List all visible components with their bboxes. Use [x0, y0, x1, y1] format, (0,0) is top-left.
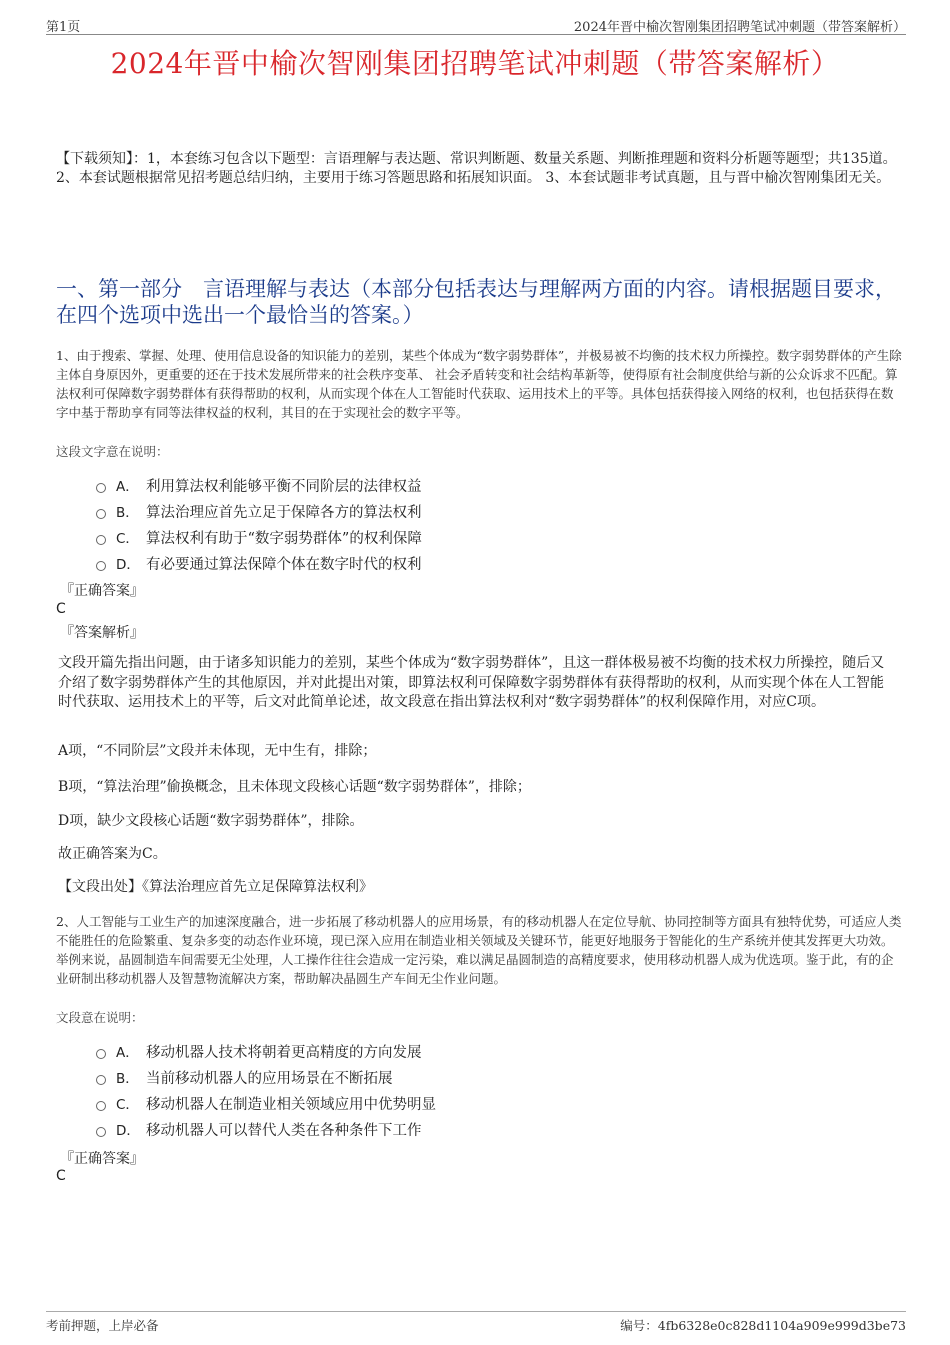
- option-a[interactable]: [96, 472, 896, 498]
- option-c[interactable]: [96, 524, 896, 550]
- option-text: 移动机器人在制造业相关领域应用中优势明显: [146, 1096, 436, 1113]
- page-number: 第1页: [46, 20, 81, 35]
- question-2-options: [96, 1038, 896, 1142]
- option-text: 当前移动机器人的应用场景在不断拓展: [146, 1070, 393, 1087]
- option-text: 算法权利有助于“数字弱势群体”的权利保障: [146, 530, 422, 547]
- footer-doc-id: 编号：4fb6328e0c828d1104a909e999d3be73: [620, 1318, 906, 1333]
- page-header: [46, 14, 906, 35]
- answer-label: 『正确答案』: [60, 1151, 144, 1167]
- analysis-label: 『答案解析』: [60, 625, 144, 641]
- footer-slogan: 考前押题，上岸必备: [46, 1318, 159, 1333]
- option-text: 移动机器人可以替代人类在各种条件下工作: [146, 1122, 422, 1139]
- radio-icon[interactable]: [96, 1075, 106, 1085]
- section-heading: 一、第一部分 言语理解与表达（本部分包括表达与理解两方面的内容。请根据题目要求，在四个选项中选出一个最恰当的答案。）: [56, 277, 896, 327]
- option-b[interactable]: [96, 1064, 896, 1090]
- radio-icon[interactable]: [96, 483, 106, 493]
- page-footer: [46, 1311, 906, 1334]
- option-a[interactable]: [96, 1038, 896, 1064]
- text-source: 【文段出处】《算法治理应首先立足保障算法权利》: [58, 879, 373, 895]
- question-1-text: 1、由于搜索、掌握、处理、使用信息设备的知识能力的差别，某些个体成为“数字弱势群体”，并极易被不均衡的技术权力所操控。数字弱势群体的产生除主体自身原因外，更重要的还在于技术发展所带来的社会秩序变革、 社会矛盾转变和社会结构革新等，使得原有社会制度供给与新的公众诉求不匹配。算法权利可保障数字弱势群体有获得帮助的权利，从而实现个体在人工智能时代获取、运用技术上的平等。具体包括获得接入网络的权利，也包括获得在数字中基于帮助享有同等法律权益的权利，其目的在于实现社会的数字平等。: [56, 348, 902, 420]
- option-d[interactable]: [96, 1116, 896, 1142]
- question-1-options: [96, 472, 896, 576]
- option-d[interactable]: [96, 550, 896, 576]
- correct-answer: C: [56, 1168, 66, 1184]
- analysis-conclusion: 故正确答案为C。: [58, 846, 167, 862]
- question-1-prompt: 这段文字意在说明：: [56, 444, 169, 459]
- option-text: 算法治理应首先立足于保障各方的算法权利: [146, 504, 422, 521]
- option-letter: C．: [116, 531, 139, 547]
- radio-icon[interactable]: [96, 1127, 106, 1137]
- option-text: 移动机器人技术将朝着更高精度的方向发展: [146, 1044, 422, 1061]
- option-c[interactable]: [96, 1090, 896, 1116]
- option-letter: D．: [116, 1123, 140, 1139]
- radio-icon[interactable]: [96, 509, 106, 519]
- option-letter: B．: [116, 1071, 139, 1087]
- radio-icon[interactable]: [96, 535, 106, 545]
- question-2-prompt: 文段意在说明：: [56, 1010, 144, 1025]
- option-text: 有必要通过算法保障个体在数字时代的权利: [146, 556, 422, 573]
- answer-label: 『正确答案』: [60, 583, 144, 599]
- option-letter: A．: [116, 479, 139, 495]
- option-letter: C．: [116, 1097, 139, 1113]
- header-doc-title: 2024年晋中榆次智刚集团招聘笔试冲刺题（带答案解析）: [573, 20, 906, 35]
- question-2-text: 2、人工智能与工业生产的加速深度融合，进一步拓展了移动机器人的应用场景，有的移动机器人在定位导航、协同控制等方面具有独特优势，可适应人类不能胜任的危险繁重、复杂多变的动态作业环境，现已深入应用在制造业相关领域及关键环节，能更好地服务于智能化的生产系统并使其发挥更大功效。举例来说，晶圆制造车间需要无尘处理，人工操作往往会造成一定污染，难以满足晶圆制造的高精度要求，使用移动机器人成为优选项。鉴于此，有的企业研制出移动机器人及智慧物流解决方案，帮助解决晶圆生产车间无尘作业问题。: [56, 914, 902, 986]
- analysis-paragraph: 文段开篇先指出问题，由于诸多知识能力的差别，某些个体成为“数字弱势群体”，且这一群体极易被不均衡的技术权力所操控，随后又介绍了数字弱势群体产生的其他原因，并对此提出对策，即算法权利可保障数字弱势群体有获得帮助的权利，从而实现个体在人工智能时代获取、运用技术上的平等，后文对此简单论述，故文段意在指出算法权利对“数字弱势群体”的权利保障作用，对应C项。: [58, 655, 885, 710]
- option-letter: D．: [116, 557, 140, 573]
- document-title: 2024年晋中榆次智刚集团招聘笔试冲刺题（带答案解析）: [110, 47, 840, 80]
- analysis-option-d: D项，缺少文段核心话题“数字弱势群体”，排除。: [58, 813, 364, 829]
- option-text: 利用算法权利能够平衡不同阶层的法律权益: [146, 478, 422, 495]
- analysis-option-a: A项，“不同阶层”文段并未体现，无中生有，排除；: [58, 743, 377, 759]
- correct-answer: C: [56, 601, 66, 617]
- download-notice: 【下载须知】：1，本套练习包含以下题型：言语理解与表达题、常识判断题、数量关系题、判断推理题和资料分析题等题型；共135道。 2、本套试题根据常见招考题总结归纳，主要用于练习答题思路和拓展知识面。 3、本套试题非考试真题，且与晋中榆次智刚集团无关。: [56, 151, 897, 186]
- option-letter: B．: [116, 505, 139, 521]
- radio-icon[interactable]: [96, 561, 106, 571]
- analysis-option-b: B项，“算法治理”偷换概念，且未体现文段核心话题“数字弱势群体”，排除；: [58, 779, 531, 795]
- option-letter: A．: [116, 1045, 139, 1061]
- radio-icon[interactable]: [96, 1049, 106, 1059]
- option-b[interactable]: [96, 498, 896, 524]
- radio-icon[interactable]: [96, 1101, 106, 1111]
